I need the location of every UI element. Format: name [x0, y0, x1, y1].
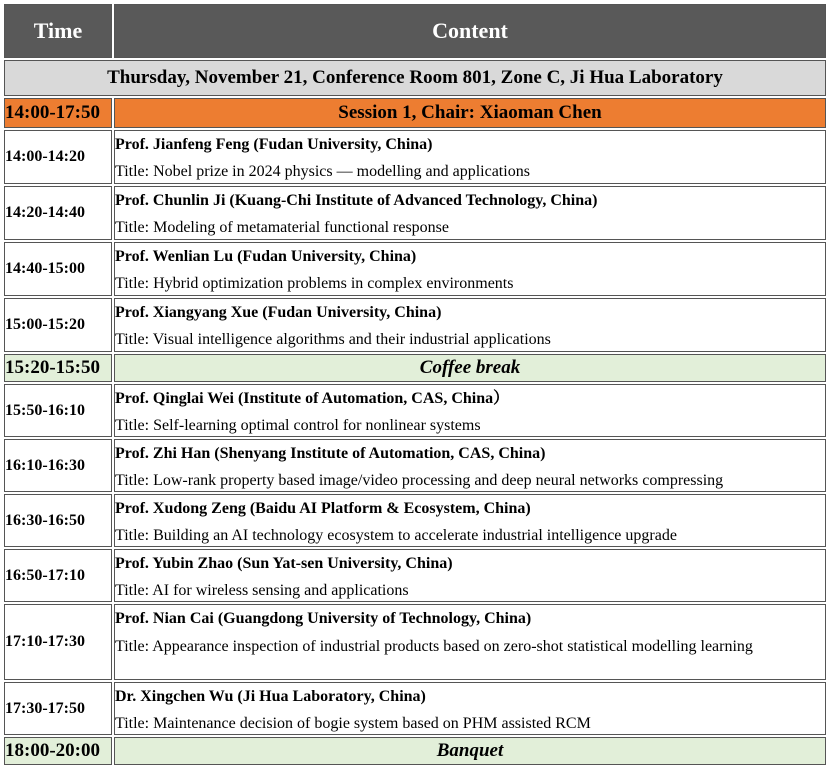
talk-time: 16:50-17:10 [4, 549, 112, 602]
speaker-name: Prof. Jianfeng Feng (Fudan University, China) [115, 136, 433, 153]
talk-time: 15:50-16:10 [4, 384, 112, 437]
talk-content [114, 549, 826, 602]
talk-row [4, 682, 826, 735]
talk-title: Title: Building an AI technology ecosystem to accelerate industrial intelligence upgrade [115, 527, 677, 544]
session-label: Session 1, Chair: Xiaoman Chen [114, 98, 826, 128]
speaker-name: Dr. Xingchen Wu (Ji Hua Laboratory, China) [115, 688, 426, 705]
speaker-name: Prof. Zhi Han (Shenyang Institute of Automation, CAS, China) [115, 445, 546, 462]
speaker-name: Prof. Yubin Zhao (Sun Yat-sen University, China) [115, 555, 453, 572]
talk-title: Title: Visual intelligence algorithms and their industrial applications [115, 331, 551, 348]
talk-content [114, 186, 826, 240]
day-banner-row [4, 60, 826, 96]
banquet-row [4, 737, 826, 765]
talk-title: Title: Hybrid optimization problems in complex environments [115, 275, 514, 292]
time-column-header: Time [4, 4, 112, 58]
talk-row [4, 242, 826, 296]
talk-time: 14:40-15:00 [4, 242, 112, 296]
talk-row [4, 494, 826, 547]
talk-content [114, 682, 826, 735]
talk-content [114, 298, 826, 352]
coffee-break-time: 15:20-15:50 [4, 354, 112, 382]
talk-row [4, 186, 826, 240]
talk-time: 16:30-16:50 [4, 494, 112, 547]
banquet-label: Banquet [114, 737, 826, 765]
talk-time: 15:00-15:20 [4, 298, 112, 352]
speaker-name: Prof. Xiangyang Xue (Fudan University, China) [115, 304, 442, 321]
talk-row [4, 439, 826, 492]
talk-content [114, 242, 826, 296]
talk-row [4, 549, 826, 602]
talk-content [114, 604, 826, 680]
talk-row [4, 130, 826, 184]
talk-content [114, 384, 826, 437]
talk-time: 14:20-14:40 [4, 186, 112, 240]
talk-content [114, 130, 826, 184]
talk-time: 14:00-14:20 [4, 130, 112, 184]
talk-title: Title: Self-learning optimal control for nonlinear systems [115, 417, 481, 434]
schedule-table [2, 2, 828, 767]
coffee-break-label: Coffee break [114, 354, 826, 382]
banquet-time: 18:00-20:00 [4, 737, 112, 765]
talk-title: Title: Nobel prize in 2024 physics — modelling and applications [115, 163, 530, 180]
talk-time: 16:10-16:30 [4, 439, 112, 492]
talk-time: 17:30-17:50 [4, 682, 112, 735]
talk-title: Title: Low-rank property based image/video processing and deep neural networks compressing [115, 472, 724, 489]
talk-row [4, 298, 826, 352]
session-time: 14:00-17:50 [4, 98, 112, 128]
talk-row [4, 604, 826, 680]
coffee-break-row [4, 354, 826, 382]
talk-time: 17:10-17:30 [4, 604, 112, 680]
speaker-name: Prof. Qinglai Wei (Institute of Automation, CAS, China） [115, 390, 510, 407]
talk-content [114, 439, 826, 492]
talk-content [114, 494, 826, 547]
talk-title: Title: Maintenance decision of bogie system based on PHM assisted RCM [115, 715, 591, 732]
talk-title: Title: Appearance inspection of industrial products based on zero-shot statistical modelling learning [115, 638, 753, 655]
speaker-name: Prof. Chunlin Ji (Kuang-Chi Institute of Advanced Technology, China) [115, 192, 598, 209]
header-row [4, 4, 826, 58]
speaker-name: Prof. Xudong Zeng (Baidu AI Platform & Ecosystem, China) [115, 500, 531, 517]
speaker-name: Prof. Wenlian Lu (Fudan University, China) [115, 248, 417, 265]
speaker-name: Prof. Nian Cai (Guangdong University of Technology, China) [115, 610, 532, 627]
content-column-header: Content [114, 4, 826, 58]
day-banner: Thursday, November 21, Conference Room 801, Zone C, Ji Hua Laboratory [4, 60, 826, 96]
talk-row [4, 384, 826, 437]
talk-title: Title: AI for wireless sensing and applications [115, 582, 409, 599]
talk-title: Title: Modeling of metamaterial functional response [115, 219, 449, 236]
session-row [4, 98, 826, 128]
